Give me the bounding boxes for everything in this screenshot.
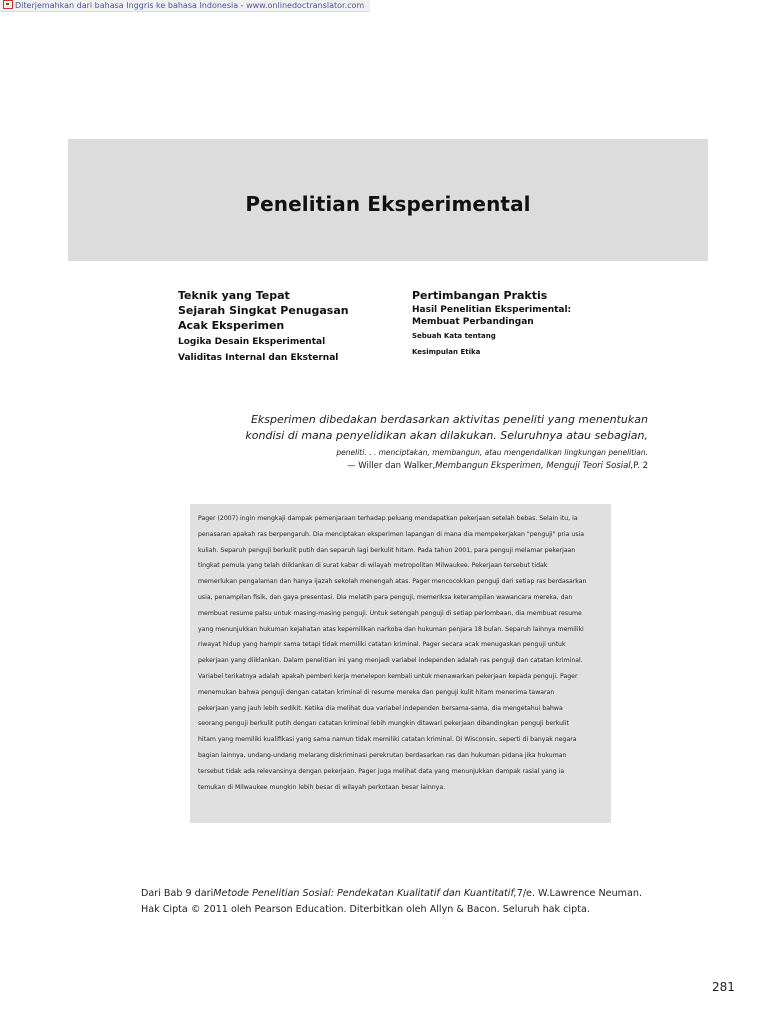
example-box-line: menemukan bahwa penguji dengan catatan kriminal di resume mereka dan penguji kulit hitam menerima tawaran (198, 688, 555, 696)
example-box-line: bagian lainnya, undang-undang melarang diskriminasi perekrutan berdasarkan ras dan hukuman pidana jika hukuman (198, 751, 567, 759)
toc-subsubitem-etika: Kesimpulan Etika (412, 348, 481, 356)
epigraph-line: kondisi di mana penyelidikan akan dilakukan. Seluruhnya atau sebagian, (245, 429, 648, 442)
example-box-line: membuat resume palsu untuk masing-masing penguji. Untuk setengah penguji di setiap perlombaan, dia membuat resume (198, 609, 582, 617)
example-box-line: kuliah. Separuh penguji berkulit putih dan separuh lagi berkulit hitam. Pada tahun 2001, para penguji melamar pekerjaan (198, 546, 576, 554)
source-prefix: Dari Bab 9 dari (141, 888, 214, 899)
toc-subitem-validitas: Validitas Internal dan Eksternal (178, 353, 339, 363)
source-rest: 7/e. W.Lawrence Neuman. Hak Cipta © 2011 oleh Pearson Education. Diterbitkan oleh Allyn & Bacon. Seluruh hak cipta. (141, 888, 643, 915)
toc-item-pertimbangan: Pertimbangan Praktis (412, 289, 548, 302)
attribution-page: P. 2 (633, 461, 648, 471)
example-box-line: seorang penguji berkulit putih dengan catatan kriminal lebih mungkin ditawari pekerjaan dibandingkan penguji berkulit (198, 720, 569, 728)
page-number: 281 (712, 980, 735, 994)
epigraph-line: peneliti. . . menciptakan, membangun, atau mengendalikan lingkungan penelitian. (336, 448, 648, 457)
example-box-line: tersebut tidak ada relevansinya dengan pekerjaan. Pager juga melihat data yang menunjukkan dampak rasial yang ia (198, 767, 565, 775)
toc-item-teknik: Teknik yang Tepat (178, 289, 290, 302)
source-book-title: Metode Penelitian Sosial: Pendekatan Kualitatif dan Kuantitatif, (213, 888, 517, 899)
example-box-line: pekerjaan yang diiklankan. Dalam penelitian ini yang menjadi variabel independen adalah ras penguji dan catatan kriminal. (198, 657, 583, 665)
watermark-text: Diterjemahkan dari bahasa Inggris ke bahasa Indonesia - www.onlinedoctranslator.com (15, 1, 365, 10)
source-citation (141, 886, 661, 918)
example-box-line: penasaran apakah ras berpengaruh. Dia menciptakan eksperimen lapangan di mana dia mempekerjakan "penguji" pria usia (198, 530, 585, 538)
example-box-line: riwayat hidup yang hampir sama tetapi tidak memiliki catatan kriminal. Pager secara acak menugaskan penguji untuk (198, 641, 566, 649)
epigraph (178, 412, 648, 473)
example-box-text (198, 511, 608, 795)
translator-watermark[interactable] (0, 0, 370, 12)
example-box-line: memerlukan pengalaman dan hanya ijazah sekolah menengah atas. Pager mencocokkan penguji dari setiap ras berdasarkan (198, 578, 587, 586)
toc-left-column (178, 288, 378, 364)
document-translator-icon (3, 0, 13, 9)
example-box (190, 504, 611, 823)
toc-subitem-hasil: Hasil Penelitian Eksperimental: Membuat Perbandingan (412, 305, 572, 327)
attribution-author: — Willer dan Walker, (347, 461, 436, 471)
attribution-book-title: Membangun Eksperimen, Menguji Teori Sosial, (435, 461, 634, 471)
toc-right-column (412, 288, 612, 357)
example-box-line: usia, penampilan fisik, dan gaya presentasi. Dia melatih para penguji, memeriksa keterampilan wawancara mereka, dan (198, 593, 573, 601)
example-box-line: pekerjaan yang jauh lebih sedikit. Ketika dia melihat dua variabel independen bersama-sama, dia mengetahui bahwa (198, 704, 563, 712)
example-box-line: Variabel terikatnya adalah apakah pemberi kerja menelepon kembali untuk menawarkan pekerjaan kepada penguji. Pager (198, 672, 578, 680)
toc-subitem-logika: Logika Desain Eksperimental (178, 337, 326, 347)
toc-item-sejarah: Sejarah Singkat Penugasan Acak Eksperimen (178, 304, 349, 332)
chapter-title-band (68, 139, 708, 261)
toc-subsubitem-kata: Sebuah Kata tentang (412, 332, 496, 340)
chapter-title: Penelitian Eksperimental (245, 192, 531, 216)
example-box-line: temukan di Milwaukee mungkin lebih besar di wilayah perkotaan besar lainnya. (198, 783, 446, 791)
example-box-line: yang menunjukkan hukuman kejahatan atas kepemilikan narkoba dan hukuman penjara 18 bulan. Separuh lainnya memiliki (198, 625, 584, 633)
example-box-line: Pager (2007) ingin mengkaji dampak pemenjaraan terhadap peluang mendapatkan pekerjaan setelah bebas. Selain itu, ia (198, 515, 578, 522)
epigraph-line: Eksperimen dibedakan berdasarkan aktivitas peneliti yang menentukan (250, 413, 648, 426)
epigraph-attribution (178, 459, 648, 473)
example-box-line: hitam yang memiliki kualifikasi yang sama namun tidak memiliki catatan kriminal. Di Wisconsin, seperti di banyak negara (198, 736, 577, 744)
example-box-line: tingkat pemula yang telah diiklankan di surat kabar di wilayah metropolitan Milwaukee. Pekerjaan tersebut tidak (198, 562, 548, 570)
